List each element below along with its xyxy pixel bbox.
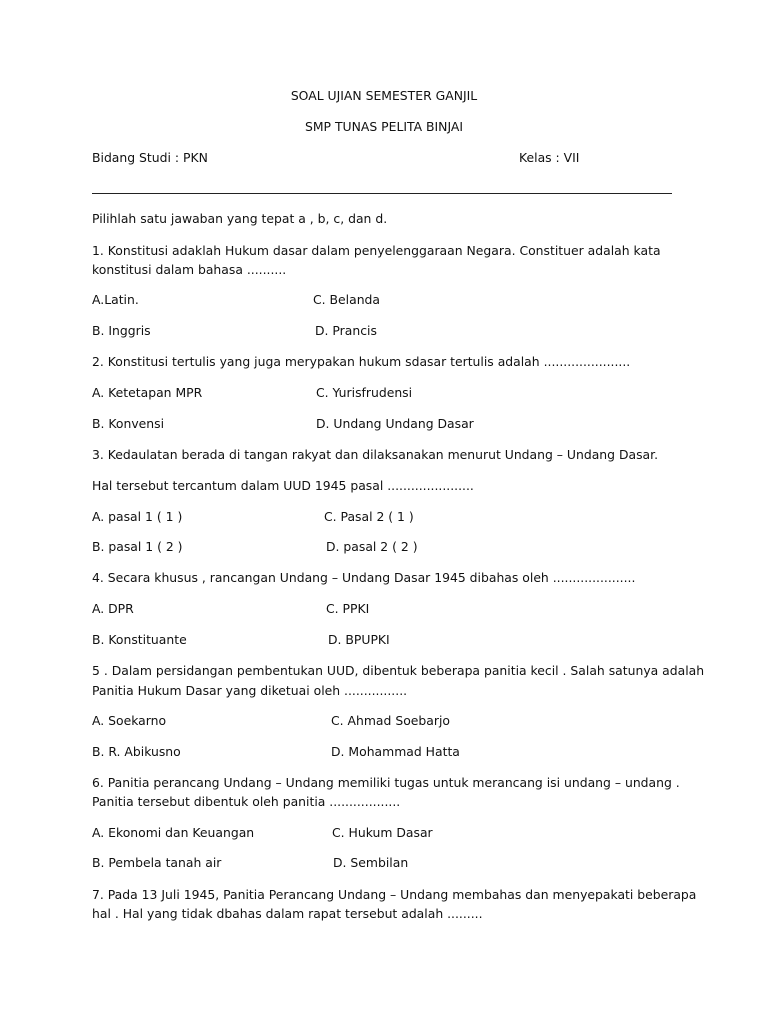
option-c: C. Ahmad Soebarjo — [331, 713, 450, 728]
option-d: D. Prancis — [315, 323, 377, 338]
option-c: C. Hukum Dasar — [332, 825, 433, 840]
option-c: C. PPKI — [326, 601, 370, 616]
school-name: SMP TUNAS PELITA BINJAI — [304, 119, 464, 134]
question-text: Hal tersebut tercantum dalam UUD 1945 pasal ...................... — [92, 478, 474, 493]
option-d: D. pasal 2 ( 2 ) — [326, 539, 418, 554]
option-a: A. Soekarno — [92, 713, 167, 728]
option-a: A.Latin. — [92, 292, 139, 307]
header-divider — [92, 193, 672, 194]
option-c: C. Yurisfrudensi — [316, 385, 413, 400]
question-text: 1. Konstitusi adaklah Hukum dasar dalam penyelenggaraan Negara. Constituer adalah kata — [92, 243, 661, 258]
question-text: hal . Hal yang tidak dbahas dalam rapat tersebut adalah ......... — [92, 906, 483, 921]
option-d: D. Undang Undang Dasar — [316, 416, 474, 431]
option-b: B. pasal 1 ( 2 ) — [92, 539, 183, 554]
question-text: 2. Konstitusi tertulis yang juga merypakan hukum sdasar tertulis adalah ...................... — [92, 354, 631, 369]
option-d: D. BPUPKI — [328, 632, 390, 647]
question-text: 5 . Dalam persidangan pembentukan UUD, dibentuk beberapa panitia kecil . Salah satunya adalah — [92, 663, 705, 678]
option-a: A. Ekonomi dan Keuangan — [92, 825, 255, 840]
option-a: A. Ketetapan MPR — [92, 385, 203, 400]
option-b: B. Pembela tanah air — [92, 855, 222, 870]
option-b: B. Konvensi — [92, 416, 165, 431]
option-c: C. Belanda — [313, 292, 380, 307]
option-d: D. Sembilan — [333, 855, 409, 870]
subject-label: Bidang Studi : PKN — [92, 150, 208, 165]
grade-label: Kelas : VII — [519, 150, 580, 165]
option-b: B. Inggris — [92, 323, 151, 338]
option-a: A. pasal 1 ( 1 ) — [92, 509, 183, 524]
option-c: C. Pasal 2 ( 1 ) — [324, 509, 414, 524]
question-text: 3. Kedaulatan berada di tangan rakyat dan dilaksanakan menurut Undang – Undang Dasar. — [92, 447, 659, 462]
exam-title: SOAL UJIAN SEMESTER GANJIL — [290, 88, 478, 103]
option-b: B. Konstituante — [92, 632, 187, 647]
question-text: konstitusi dalam bahasa .......... — [92, 262, 287, 277]
question-text: 6. Panitia perancang Undang – Undang memiliki tugas untuk merancang isi undang – undang . — [92, 775, 680, 790]
option-a: A. DPR — [92, 601, 134, 616]
question-text: Panitia Hukum Dasar yang diketuai oleh ................ — [92, 683, 408, 698]
option-b: B. R. Abikusno — [92, 744, 181, 759]
instruction-text: Pilihlah satu jawaban yang tepat a , b, c, dan d. — [92, 211, 388, 226]
question-text: 4. Secara khusus , rancangan Undang – Undang Dasar 1945 dibahas oleh ..................... — [92, 570, 636, 585]
option-d: D. Mohammad Hatta — [331, 744, 460, 759]
question-text: Panitia tersebut dibentuk oleh panitia .................. — [92, 794, 401, 809]
question-text: 7. Pada 13 Juli 1945, Panitia Perancang Undang – Undang membahas dan menyepakati beberapa — [92, 887, 697, 902]
